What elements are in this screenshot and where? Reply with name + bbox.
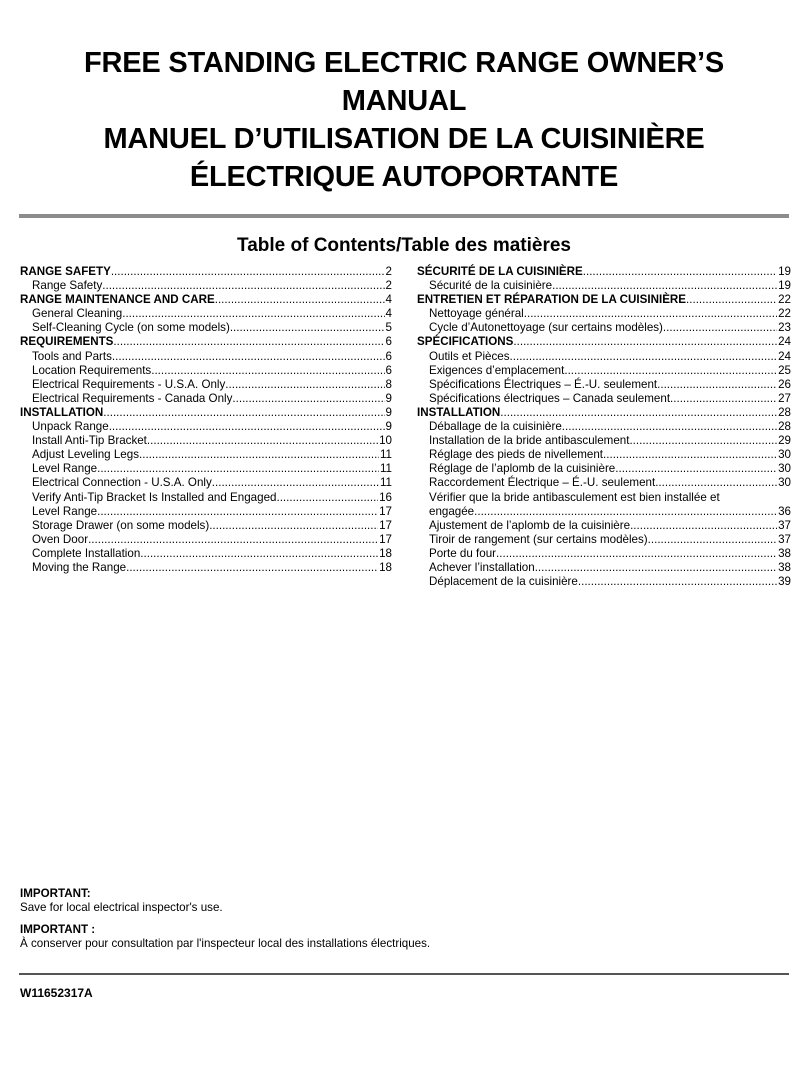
toc-page-number: 17 bbox=[379, 532, 392, 546]
toc-leader-dots bbox=[603, 448, 777, 462]
toc-page-number: 4 bbox=[385, 293, 392, 307]
toc-leader-dots bbox=[151, 364, 384, 378]
toc-entry[interactable] bbox=[417, 420, 791, 434]
toc-page-number: 30 bbox=[778, 462, 791, 476]
toc-page-number: 17 bbox=[379, 518, 392, 532]
toc-entry-label: Electrical Requirements - Canada Only bbox=[32, 391, 233, 405]
toc-page-number: 11 bbox=[379, 462, 392, 476]
toc-entry[interactable] bbox=[20, 547, 392, 561]
toc-entry[interactable] bbox=[417, 350, 791, 364]
toc-leader-dots bbox=[513, 335, 777, 349]
toc-leader-dots bbox=[147, 434, 378, 448]
toc-entry[interactable] bbox=[20, 462, 392, 476]
toc-entry-label: Complete Installation bbox=[32, 546, 141, 560]
toc-leader-dots bbox=[500, 406, 777, 420]
toc-page-number: 18 bbox=[379, 560, 392, 574]
toc-entry-label: Outils et Pièces bbox=[429, 349, 510, 363]
toc-entry[interactable] bbox=[20, 420, 392, 434]
toc-entry[interactable] bbox=[20, 476, 392, 490]
toc-entry[interactable] bbox=[417, 575, 791, 589]
toc-entry-label: Tiroir de rangement (sur certains modèles) bbox=[429, 532, 648, 546]
toc-entry[interactable] bbox=[417, 321, 791, 335]
title-line-4: ÉLECTRIQUE AUTOPORTANTE bbox=[189, 161, 619, 193]
toc-page-number: 23 bbox=[778, 321, 791, 335]
toc-leader-dots bbox=[232, 392, 384, 406]
toc-entry-label: Spécifications électriques – Canada seulement bbox=[429, 391, 671, 405]
toc-leader-dots bbox=[97, 462, 379, 476]
toc-leader-dots bbox=[209, 519, 378, 533]
toc-entry-label: Vérifier que la bride antibasculement est bien installée et bbox=[429, 490, 720, 504]
toc-entry-label: SPÉCIFICATIONS bbox=[417, 335, 514, 349]
toc-page-number: 37 bbox=[778, 532, 791, 546]
toc-entry[interactable] bbox=[20, 364, 392, 378]
toc-leader-dots bbox=[112, 350, 385, 364]
toc-leader-dots bbox=[97, 505, 378, 519]
toc-page-number: 24 bbox=[778, 349, 791, 363]
toc-leader-dots bbox=[615, 462, 777, 476]
toc-leader-dots bbox=[510, 350, 778, 364]
toc-entry[interactable] bbox=[417, 505, 791, 519]
toc-entry-label: Moving the Range bbox=[32, 560, 127, 574]
toc-entry-label: Réglage de l’aplomb de la cuisinière bbox=[429, 462, 616, 476]
toc-page-number: 22 bbox=[778, 293, 791, 307]
part-number: W11652317A bbox=[20, 986, 93, 1000]
important-text-fr: À conserver pour consultation par l'inspecteur local des installations électriques. bbox=[20, 937, 431, 950]
toc-leader-dots bbox=[225, 378, 384, 392]
toc-entry-label: INSTALLATION bbox=[417, 405, 501, 419]
toc-entry[interactable] bbox=[417, 364, 791, 378]
toc-entry-label: Range Safety bbox=[32, 279, 103, 293]
toc-entry-label: SÉCURITÉ DE LA CUISINIÈRE bbox=[417, 265, 583, 278]
toc-leader-dots bbox=[663, 321, 777, 335]
toc-entry-label: Porte du four bbox=[429, 546, 497, 560]
toc-page-number: 28 bbox=[778, 405, 791, 419]
toc-page-number: 18 bbox=[379, 546, 392, 560]
toc-entry-label: Level Range bbox=[32, 462, 98, 476]
toc-page-number: 8 bbox=[385, 377, 392, 391]
toc-entry-label: Storage Drawer (on some models) bbox=[32, 518, 210, 532]
toc-entry-label: ENTRETIEN ET RÉPARATION DE LA CUISINIÈRE bbox=[417, 293, 687, 307]
toc-leader-dots bbox=[496, 547, 777, 561]
toc-entry[interactable] bbox=[20, 533, 392, 547]
toc-entry-label: RANGE MAINTENANCE AND CARE bbox=[20, 293, 215, 307]
toc-entry[interactable] bbox=[417, 392, 791, 406]
toc-entry[interactable] bbox=[20, 392, 392, 406]
toc-entry-label: Install Anti-Tip Bracket bbox=[32, 434, 147, 448]
toc-entry-label: Installation de la bride antibasculement bbox=[429, 434, 630, 448]
toc-entry[interactable] bbox=[20, 350, 392, 364]
toc-section-entry[interactable] bbox=[417, 406, 791, 420]
toc-entry-label: Réglage des pieds de nivellement bbox=[429, 448, 604, 462]
toc-page-number: 39 bbox=[778, 575, 791, 589]
toc-section-entry[interactable] bbox=[20, 293, 392, 307]
toc-page-number: 30 bbox=[778, 476, 791, 490]
top-divider bbox=[19, 214, 789, 218]
toc-page-number: 9 bbox=[385, 405, 392, 419]
toc-leader-dots bbox=[564, 364, 777, 378]
toc-page-number: 36 bbox=[778, 504, 791, 518]
title-line-2: MANUAL bbox=[341, 85, 467, 117]
toc-entry-label: Achever l’installation bbox=[429, 560, 535, 574]
toc-section-entry[interactable] bbox=[417, 293, 791, 307]
toc-entry-label: Verify Anti-Tip Bracket Is Installed and Engaged bbox=[32, 490, 277, 504]
toc-entry-label: RANGE SAFETY bbox=[20, 265, 111, 278]
toc-entry[interactable] bbox=[417, 519, 791, 533]
toc-page-number: 2 bbox=[385, 265, 392, 278]
toc-page-number: 37 bbox=[778, 518, 791, 532]
toc-entry[interactable] bbox=[417, 448, 791, 462]
toc-leader-dots bbox=[657, 378, 777, 392]
toc-leader-dots bbox=[212, 476, 379, 490]
toc-page-number: 6 bbox=[385, 335, 392, 349]
toc-entry[interactable] bbox=[20, 321, 392, 335]
toc-entry-label: Self-Cleaning Cycle (on some models) bbox=[32, 321, 230, 335]
toc-entry[interactable] bbox=[20, 561, 392, 575]
toc-leader-dots bbox=[139, 448, 379, 462]
toc-entry-label: Spécifications Électriques – É.-U. seulement bbox=[429, 377, 658, 391]
toc-entry-label: Oven Door bbox=[32, 532, 89, 546]
toc-section-entry[interactable] bbox=[417, 335, 791, 349]
toc-entry-label: Electrical Connection - U.S.A. Only bbox=[32, 476, 212, 490]
toc-entry-label: Ajustement de l’aplomb de la cuisinière bbox=[429, 518, 631, 532]
toc-page-number: 25 bbox=[778, 363, 791, 377]
toc-entry-label: Sécurité de la cuisinière bbox=[429, 279, 553, 293]
toc-section-entry[interactable] bbox=[20, 265, 392, 279]
toc-page-number: 4 bbox=[385, 307, 392, 321]
toc-entry[interactable] bbox=[20, 434, 392, 448]
toc-leader-dots bbox=[109, 420, 385, 434]
important-label-en: IMPORTANT: bbox=[20, 887, 91, 900]
toc-entry-label: Cycle d’Autonettoyage (sur certains modèles) bbox=[429, 321, 663, 335]
toc-entry-label: Location Requirements bbox=[32, 363, 152, 377]
toc-leader-dots bbox=[630, 519, 777, 533]
toc-page-number: 5 bbox=[385, 321, 392, 335]
toc-page-number: 9 bbox=[385, 420, 392, 434]
toc-leader-dots bbox=[670, 392, 777, 406]
toc-column-french bbox=[417, 265, 791, 589]
toc-page-number: 10 bbox=[379, 434, 392, 448]
important-label-fr: IMPORTANT : bbox=[20, 923, 96, 936]
toc-page-number: 19 bbox=[778, 265, 791, 278]
toc-page-number: 16 bbox=[379, 490, 392, 504]
toc-leader-dots bbox=[578, 575, 777, 589]
toc-leader-dots bbox=[88, 533, 378, 547]
toc-entry[interactable] bbox=[20, 491, 392, 505]
toc-leader-dots bbox=[126, 561, 378, 575]
toc-page-number: 9 bbox=[385, 391, 392, 405]
important-notes bbox=[20, 887, 430, 951]
toc-entry[interactable] bbox=[20, 279, 392, 293]
toc-leader-dots bbox=[648, 533, 777, 547]
toc-leader-dots bbox=[113, 335, 384, 349]
toc-leader-dots bbox=[474, 505, 777, 519]
toc-entry-label: Adjust Leveling Legs bbox=[32, 448, 139, 462]
toc-entry[interactable] bbox=[417, 561, 791, 575]
toc-entry[interactable] bbox=[417, 279, 791, 293]
toc-entry[interactable] bbox=[20, 307, 392, 321]
toc-entry-label: Déplacement de la cuisinière bbox=[429, 575, 578, 589]
toc-entry-label: Raccordement Électrique – É.-U. seulement bbox=[429, 476, 656, 490]
toc-leader-dots bbox=[583, 265, 777, 279]
bottom-divider bbox=[19, 973, 789, 975]
toc-leader-dots bbox=[562, 420, 777, 434]
toc-entry[interactable] bbox=[417, 547, 791, 561]
toc-leader-dots bbox=[103, 406, 384, 420]
toc-entry[interactable] bbox=[20, 519, 392, 533]
toc-leader-dots bbox=[230, 321, 385, 335]
toc-entry[interactable] bbox=[20, 448, 392, 462]
toc-entry-label: General Cleaning bbox=[32, 307, 123, 321]
toc-entry[interactable] bbox=[417, 307, 791, 321]
toc-entry-label: Unpack Range bbox=[32, 420, 109, 434]
toc-leader-dots bbox=[215, 293, 385, 307]
toc-entry-label-continued: engagée bbox=[429, 504, 475, 518]
toc-page-number: 28 bbox=[778, 420, 791, 434]
toc-leader-dots bbox=[552, 279, 777, 293]
toc-page-number: 24 bbox=[778, 335, 791, 349]
toc-page-number: 30 bbox=[778, 448, 791, 462]
toc-page-number: 19 bbox=[778, 279, 791, 293]
toc-entry-label: Level Range bbox=[32, 504, 98, 518]
toc-leader-dots bbox=[686, 293, 777, 307]
toc-leader-dots bbox=[140, 547, 378, 561]
toc-entry-label: Déballage de la cuisinière bbox=[429, 420, 562, 434]
toc-page-number: 17 bbox=[379, 504, 392, 518]
toc-entry[interactable] bbox=[417, 434, 791, 448]
toc-leader-dots bbox=[629, 434, 777, 448]
toc-page-number: 2 bbox=[385, 279, 392, 293]
toc-column-english bbox=[20, 265, 392, 575]
toc-entry-label: INSTALLATION bbox=[20, 405, 104, 419]
toc-entry[interactable] bbox=[417, 462, 791, 476]
toc-page-number: 11 bbox=[379, 476, 392, 490]
toc-page-number: 38 bbox=[778, 560, 791, 574]
title-line-1: FREE STANDING ELECTRIC RANGE OWNER’S bbox=[84, 47, 724, 79]
toc-page-number: 27 bbox=[778, 391, 791, 405]
toc-entry-label: Tools and Parts bbox=[32, 349, 112, 363]
toc-page-number: 29 bbox=[778, 434, 791, 448]
toc-entry-label: Electrical Requirements - U.S.A. Only bbox=[32, 377, 226, 391]
toc-entry-label: Exigences d’emplacement bbox=[429, 363, 565, 377]
toc-leader-dots bbox=[276, 491, 378, 505]
toc-leader-dots bbox=[122, 307, 384, 321]
toc-leader-dots bbox=[535, 561, 777, 575]
toc-page-number: 11 bbox=[379, 448, 392, 462]
toc-page-number: 6 bbox=[385, 349, 392, 363]
toc-entry[interactable] bbox=[417, 378, 791, 392]
title-line-3: MANUEL D’UTILISATION DE LA CUISINIÈRE bbox=[103, 123, 705, 155]
toc-section-entry[interactable] bbox=[20, 335, 392, 349]
toc-section-entry[interactable] bbox=[417, 265, 791, 279]
toc-page-number: 38 bbox=[778, 546, 791, 560]
toc-heading: Table of Contents/Table des matières bbox=[237, 235, 571, 256]
toc-page-number: 26 bbox=[778, 377, 791, 391]
toc-leader-dots bbox=[655, 476, 777, 490]
toc-entry-label: REQUIREMENTS bbox=[20, 335, 114, 349]
toc-page-number: 22 bbox=[778, 307, 791, 321]
toc-entry-label: Nettoyage général bbox=[429, 307, 524, 321]
important-text-en: Save for local electrical inspector's use. bbox=[20, 901, 223, 914]
toc-page-number: 6 bbox=[385, 363, 392, 377]
toc-leader-dots bbox=[102, 279, 384, 293]
toc-entry[interactable] bbox=[417, 476, 791, 490]
manual-title bbox=[20, 44, 788, 196]
toc-section-entry[interactable] bbox=[20, 406, 392, 420]
toc-entry[interactable] bbox=[20, 505, 392, 519]
toc-entry[interactable] bbox=[417, 533, 791, 547]
toc-leader-dots bbox=[524, 307, 777, 321]
toc-leader-dots bbox=[111, 265, 385, 279]
toc-entry[interactable] bbox=[20, 378, 392, 392]
